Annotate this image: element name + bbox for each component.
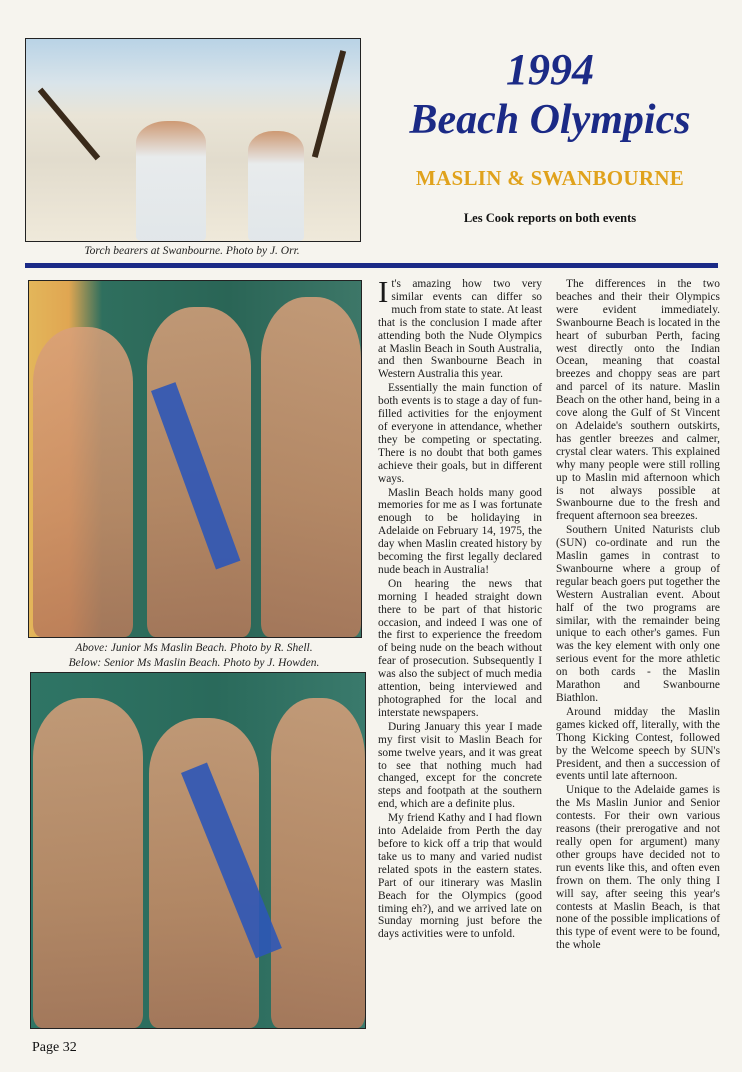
paragraph: My friend Kathy and I had flown into Adelaide from Perth the day before to kick off a trip that would take us to many and varied nudist related spots in the eastern states. Part of our itinerary was Maslin Beach for the Olympics (good timing eh?), and we arrived late on Sunday morning just before the days activities were to unfold.	[378, 812, 542, 941]
paragraph: Essentially the main function of both events is to stage a day of fun-filled activities for the enjoyment of everyone in attendance, whether they be competing or spectating. There is no doubt that both games achieve their goals, but in different ways.	[378, 382, 542, 485]
photo-junior-ms-maslin	[28, 280, 362, 638]
caption-maslin-photos	[28, 641, 360, 671]
page-number: Page 32	[32, 1040, 77, 1055]
caption-torch-photo: Torch bearers at Swanbourne. Photo by J. Orr.	[84, 245, 300, 257]
header-divider	[25, 263, 718, 268]
paragraph: On hearing the news that morning I headed straight down there to be part of that historic occasion, and indeed I was one of the first to experience the freedom of being nude on the beach without fear of prosecution. Subsequently I was also the subject of much media attention, being interviewed and photographed for the local and interstate newspapers.	[378, 577, 542, 719]
paragraph: Unique to the Adelaide games is the Ms Maslin Junior and Senior contests. For their own various reasons (their prerogative and not really open for argument) many other groups have decided not to run events like this, and often even frown on them. The only thing I will say, after seeing this year's contests at Maslin Beach, is that none of the possible implications of this type of event were to be found, the whole	[556, 784, 720, 952]
paragraph: Around midday the Maslin games kicked off, literally, with the Thong Kicking Contest, followed by the Welcome speech by SUN's President, and then a succession of events until late afternoon.	[556, 705, 720, 783]
caption-line-below: Below: Senior Ms Maslin Beach. Photo by J. Howden.	[68, 657, 320, 669]
paragraph: The differences in the two beaches and their their Olympics were evident immediately. Swanbourne Beach is located in the heart of suburban Perth, facing west directly onto the Indian Ocean, meaning that coastal breezes and choppy seas are part and parcel of its nature. Maslin Beach on the other hand, being in a cove along the Gulf of St Vincent on Adelaide's southern outskirts, has gentler breezes and calmer, crystal clear waters. This explained why many people were still rolling up to Maslin mid afternoon which is not always possible at Swanbourne due to the fresh and frequent afternoon sea breezes.	[556, 278, 720, 523]
article-subtitle: MASLIN & SWANBOURNE	[415, 166, 685, 190]
paragraph	[378, 274, 542, 381]
caption-line-above: Above: Junior Ms Maslin Beach. Photo by R. Shell.	[75, 642, 313, 654]
drop-cap: I	[378, 274, 389, 309]
photo-senior-ms-maslin	[30, 672, 366, 1029]
paragraph: During January this year I made my first visit to Maslin Beach for some twelve years, and it was great to see that nothing much had changed, except for the concrete steps and footpath at the southern end, which are a definite plus.	[378, 720, 542, 811]
article-byline: Les Cook reports on both events	[463, 211, 637, 225]
paragraph: Southern United Naturists club (SUN) co-ordinate and run the Maslin games in contrast to Swanbourne where a group of regular beach goers put together the Western Australian event. About half of the two programs are similar, with the remainder being unique to each other's games. Fun was the key element with only one serious event for the more athletic on both cards - the Maslin Marathon and Swanbourne Biathlon.	[556, 524, 720, 704]
paragraph-text: t's amazing how two very similar events can differ so much from state to state. At least that is the conclusion I made after attending both the Nude Olympics at Maslin Beach in South Australia, and then Swanbourne Beach in Western Australia this year.	[378, 278, 542, 381]
article-title: Beach Olympics	[409, 97, 691, 143]
paragraph: Maslin Beach holds many good memories for me as I was fortunate enough to be holidaying in Adelaide on February 14, 1975, the day when Maslin created history by becoming the first legally declared nude beach in Australia!	[378, 486, 542, 576]
photo-torch-bearers	[25, 38, 361, 242]
body-column-2	[556, 278, 720, 953]
article-title-year: 1994	[506, 45, 594, 94]
body-column-1	[378, 274, 542, 942]
